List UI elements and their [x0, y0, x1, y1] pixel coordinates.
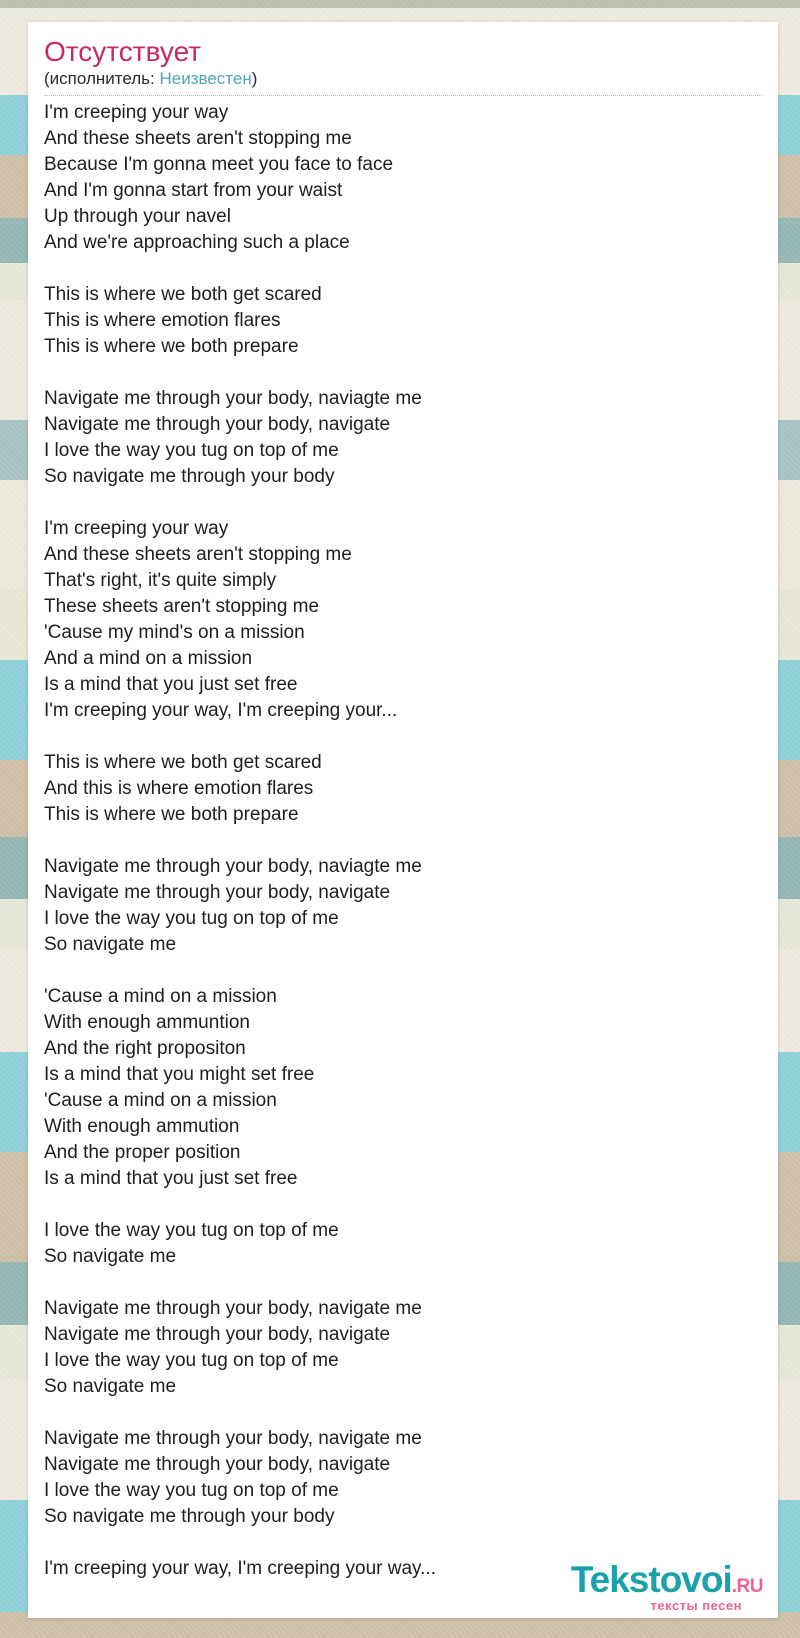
lyric-line: With enough ammution — [44, 1116, 240, 1137]
lyric-line: And we're approaching such a place — [44, 232, 350, 253]
lyric-line: I'm creeping your way — [44, 518, 229, 539]
lyric-line: Navigate me through your body, navigate — [44, 414, 391, 435]
lyric-line: I love the way you tug on top of me — [44, 1480, 339, 1501]
song-header — [44, 22, 762, 96]
lyric-line: This is where we both get scared — [44, 284, 322, 305]
lyric-stanza — [44, 516, 762, 724]
lyric-stanza — [44, 984, 762, 1192]
lyric-line: Because I'm gonna meet you face to face — [44, 154, 394, 175]
lyric-line: With enough ammuntion — [44, 1012, 250, 1033]
lyric-line: And the proper position — [44, 1142, 241, 1163]
lyric-line: I love the way you tug on top of me — [44, 908, 339, 929]
lyric-line: So navigate me — [44, 1246, 177, 1267]
lyric-line: That's right, it's quite simply — [44, 570, 277, 591]
lyric-line: Navigate me through your body, navigate — [44, 1324, 391, 1345]
lyric-line: Is a mind that you just set free — [44, 674, 298, 695]
lyric-line: And this is where emotion flares — [44, 778, 314, 799]
lyrics-card — [28, 22, 778, 1618]
lyric-stanza — [44, 1426, 762, 1530]
lyric-stanza — [44, 100, 762, 256]
lyric-line: Navigate me through your body, navigate — [44, 882, 391, 903]
site-logo-text: Tekstovoi — [570, 1559, 732, 1600]
lyric-line: So navigate me through your body — [44, 1506, 335, 1527]
artist-line — [44, 69, 762, 89]
lyric-line: 'Cause a mind on a mission — [44, 1090, 277, 1111]
lyric-stanza — [44, 750, 762, 828]
lyric-line: So navigate me — [44, 934, 177, 955]
lyric-line: And these sheets aren't stopping me — [44, 128, 352, 149]
lyric-stanza — [44, 1218, 762, 1270]
lyric-line: I'm creeping your way, I'm creeping your way... — [44, 1558, 436, 1579]
lyric-line: And these sheets aren't stopping me — [44, 544, 352, 565]
lyric-line: This is where we both prepare — [44, 804, 299, 825]
lyric-line: Navigate me through your body, naviagte me — [44, 856, 422, 877]
lyric-line: This is where we both prepare — [44, 336, 299, 357]
song-title: Отсутствует — [44, 36, 202, 67]
lyric-line: This is where we both get scared — [44, 752, 322, 773]
lyric-line: 'Cause my mind's on a mission — [44, 622, 305, 643]
lyric-stanza — [44, 282, 762, 360]
lyric-line: Navigate me through your body, navigate me — [44, 1298, 422, 1319]
lyric-line: I love the way you tug on top of me — [44, 440, 339, 461]
lyric-line: I'm creeping your way — [44, 102, 229, 123]
lyric-line: Up through your navel — [44, 206, 231, 227]
lyric-line: And a mind on a mission — [44, 648, 253, 669]
artist-label: (исполнитель: — [44, 69, 155, 88]
lyric-line: I love the way you tug on top of me — [44, 1350, 339, 1371]
lyric-line: Navigate me through your body, navigate me — [44, 1428, 422, 1449]
artist-link[interactable]: Неизвестен — [159, 69, 252, 88]
lyric-line: So navigate me — [44, 1376, 177, 1397]
lyric-line: And the right propositon — [44, 1038, 246, 1059]
site-logo-tagline: тексты песен — [650, 1598, 742, 1613]
lyric-line: Navigate me through your body, naviagte me — [44, 388, 422, 409]
lyric-line: So navigate me through your body — [44, 466, 335, 487]
lyric-line: Navigate me through your body, navigate — [44, 1454, 391, 1475]
lyric-stanza — [44, 386, 762, 490]
site-logo[interactable] — [571, 1561, 763, 1612]
lyric-line: And I'm gonna start from your waist — [44, 180, 343, 201]
lyric-stanza — [44, 854, 762, 958]
lyric-line: Is a mind that you might set free — [44, 1064, 315, 1085]
lyric-line: Is a mind that you just set free — [44, 1168, 298, 1189]
lyric-line: These sheets aren't stopping me — [44, 596, 320, 617]
lyrics-text — [44, 96, 762, 1582]
lyric-stanza — [44, 1296, 762, 1400]
site-logo-domain: .RU — [731, 1576, 763, 1597]
artist-line-closing-paren: ) — [251, 69, 258, 88]
lyric-line: I'm creeping your way, I'm creeping your... — [44, 700, 398, 721]
lyric-line: I love the way you tug on top of me — [44, 1220, 339, 1241]
lyric-line: 'Cause a mind on a mission — [44, 986, 277, 1007]
lyric-line: This is where emotion flares — [44, 310, 281, 331]
